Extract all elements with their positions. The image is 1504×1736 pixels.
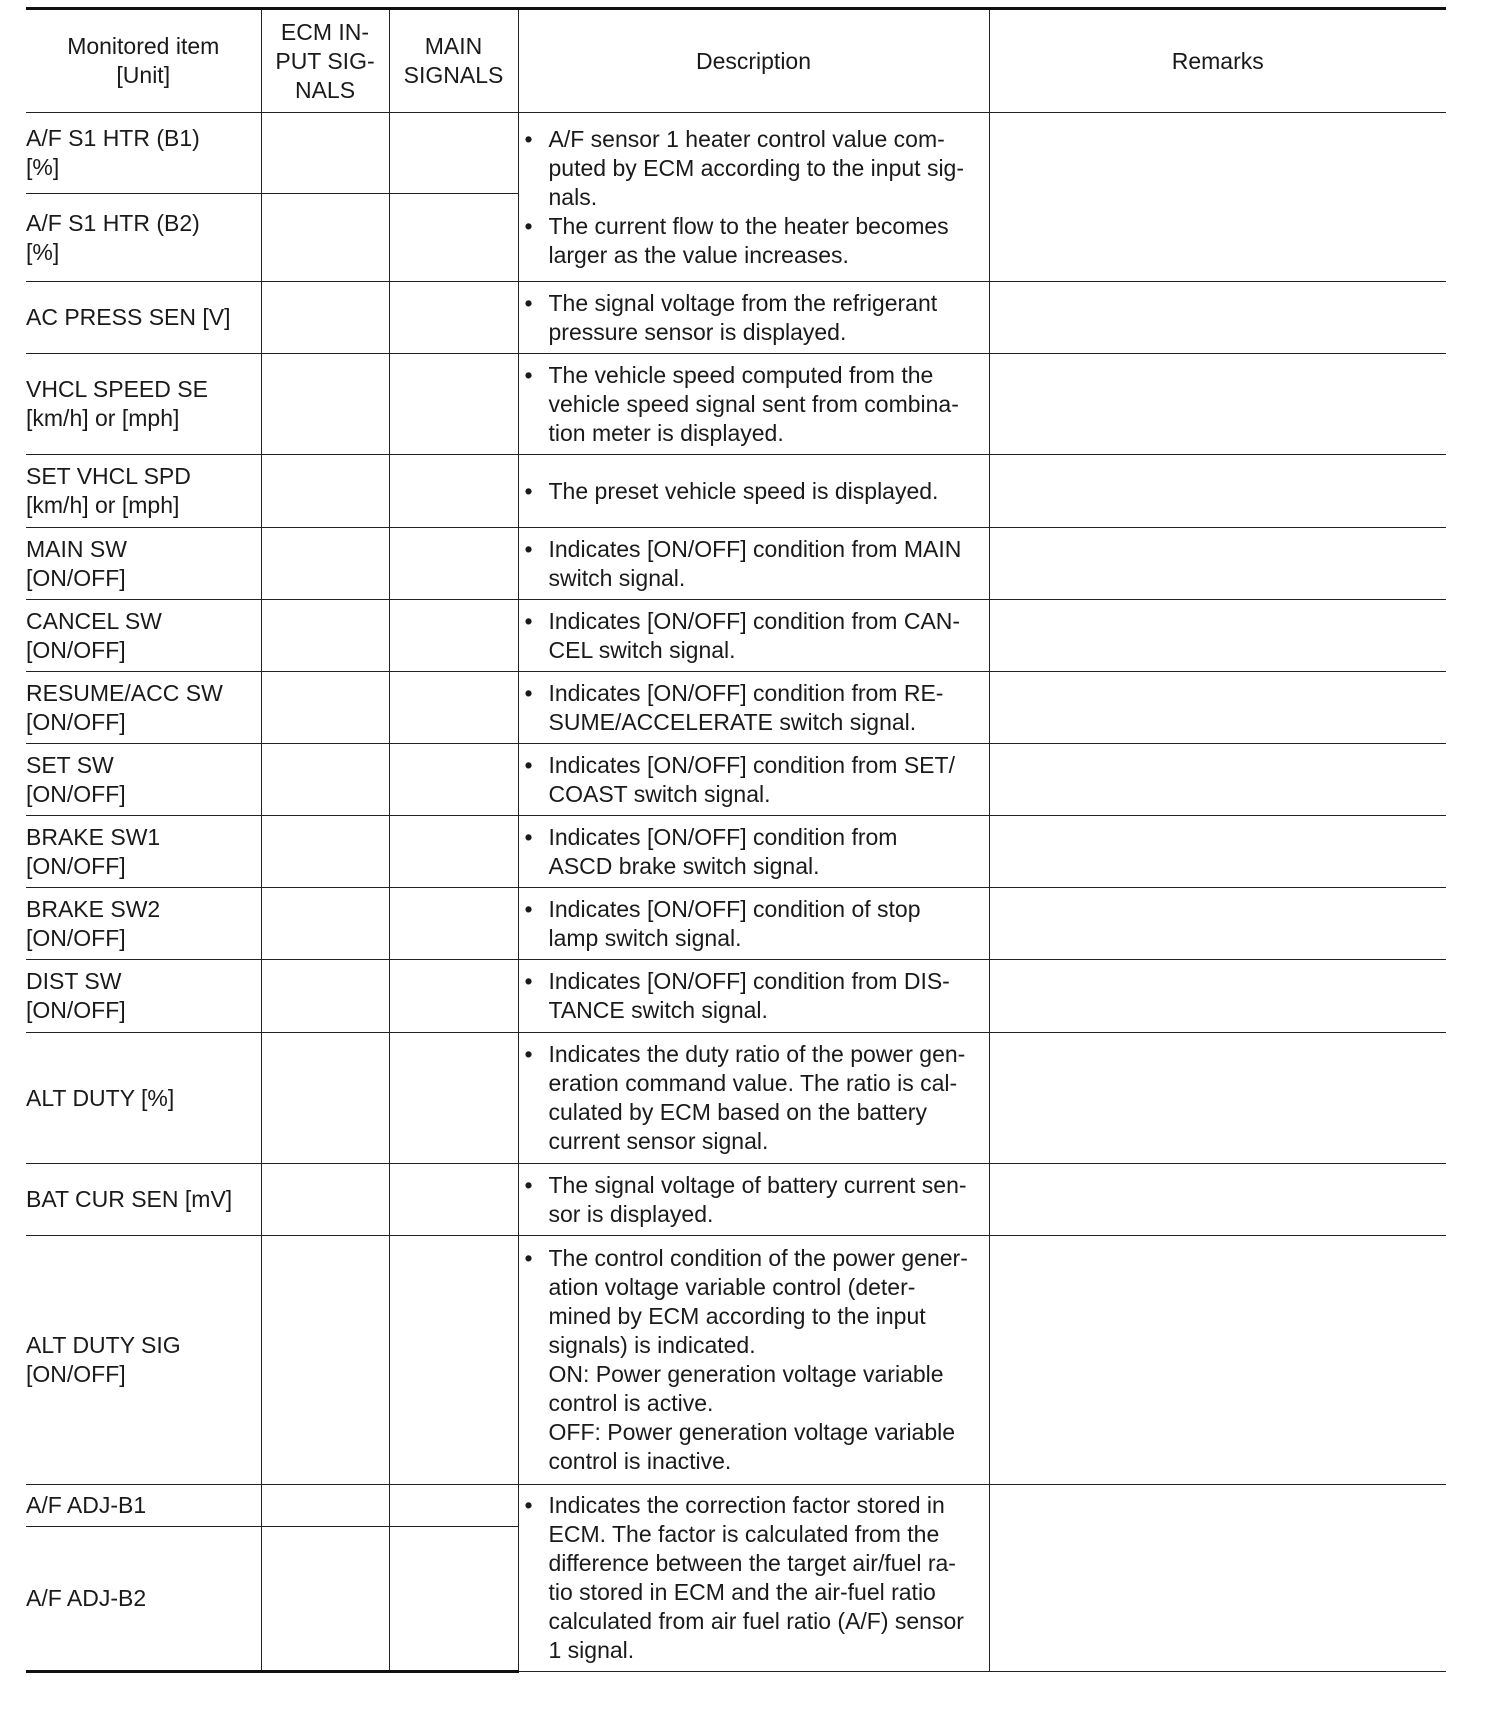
remarks-cell bbox=[989, 354, 1446, 455]
description-cell bbox=[518, 354, 989, 455]
table-row bbox=[26, 672, 1446, 744]
remarks-cell bbox=[989, 528, 1446, 600]
table-row bbox=[26, 1485, 1446, 1527]
header-main-signals: MAIN SIGNALS bbox=[389, 9, 518, 113]
item-cell: DIST SW [ON/OFF] bbox=[26, 960, 261, 1033]
description-bullet: • The signal voltage from the refrigerant pressure sensor is displayed. bbox=[519, 289, 989, 347]
main-signal-cell bbox=[389, 113, 518, 194]
remarks-cell bbox=[989, 600, 1446, 672]
item-cell: CANCEL SW [ON/OFF] bbox=[26, 600, 261, 672]
table-row bbox=[26, 744, 1446, 816]
item-cell: A/F S1 HTR (B2) [%] bbox=[26, 194, 261, 282]
remarks-cell bbox=[989, 816, 1446, 888]
main-signal-cell bbox=[389, 600, 518, 672]
ecm-input-cell bbox=[261, 1485, 389, 1527]
main-signal-cell bbox=[389, 744, 518, 816]
remarks-cell bbox=[989, 282, 1446, 354]
remarks-cell bbox=[989, 672, 1446, 744]
description-bullet: • Indicates [ON/OFF] condition from DIS- TANCE switch signal. bbox=[519, 967, 989, 1025]
ecm-input-cell bbox=[261, 888, 389, 960]
ecm-input-cell bbox=[261, 455, 389, 528]
table-row bbox=[26, 600, 1446, 672]
description-bullet: • The preset vehicle speed is displayed. bbox=[519, 477, 989, 506]
description-cell bbox=[518, 1164, 989, 1236]
ecm-input-cell bbox=[261, 1236, 389, 1485]
remarks-cell bbox=[989, 455, 1446, 528]
ecm-input-cell bbox=[261, 816, 389, 888]
ecm-input-cell bbox=[261, 1164, 389, 1236]
table-row bbox=[26, 1164, 1446, 1236]
ecm-input-cell bbox=[261, 1033, 389, 1164]
ecm-input-cell bbox=[261, 528, 389, 600]
main-signal-cell bbox=[389, 1527, 518, 1672]
table-row bbox=[26, 1033, 1446, 1164]
item-cell: ALT DUTY SIG [ON/OFF] bbox=[26, 1236, 261, 1485]
main-signal-cell bbox=[389, 194, 518, 282]
description-cell bbox=[518, 455, 989, 528]
header-remarks: Remarks bbox=[989, 9, 1446, 113]
main-signal-cell bbox=[389, 455, 518, 528]
monitor-item-table bbox=[26, 7, 1446, 1673]
item-cell: BRAKE SW2 [ON/OFF] bbox=[26, 888, 261, 960]
main-signal-cell bbox=[389, 672, 518, 744]
remarks-cell bbox=[989, 113, 1446, 282]
description-bullet: • Indicates [ON/OFF] condition from CAN- CEL switch signal. bbox=[519, 607, 989, 665]
item-cell: AC PRESS SEN [V] bbox=[26, 282, 261, 354]
description-bullet: • The signal voltage of battery current sen- sor is displayed. bbox=[519, 1171, 989, 1229]
ecm-input-cell bbox=[261, 282, 389, 354]
table-row bbox=[26, 816, 1446, 888]
ecm-input-cell bbox=[261, 1527, 389, 1672]
ecm-input-cell bbox=[261, 194, 389, 282]
main-signal-cell bbox=[389, 1485, 518, 1527]
description-cell bbox=[518, 600, 989, 672]
remarks-cell bbox=[989, 960, 1446, 1033]
description-bullet: • Indicates [ON/OFF] condition from SET/ COAST switch signal. bbox=[519, 751, 989, 809]
description-bullet: • Indicates [ON/OFF] condition from ASCD brake switch signal. bbox=[519, 823, 989, 881]
header-row bbox=[26, 9, 1446, 113]
item-cell: BAT CUR SEN [mV] bbox=[26, 1164, 261, 1236]
table-row bbox=[26, 1236, 1446, 1485]
main-signal-cell bbox=[389, 354, 518, 455]
remarks-cell bbox=[989, 1236, 1446, 1485]
description-cell bbox=[518, 744, 989, 816]
description-cell bbox=[518, 888, 989, 960]
main-signal-cell bbox=[389, 528, 518, 600]
item-cell: A/F ADJ-B2 bbox=[26, 1527, 261, 1672]
item-cell: BRAKE SW1 [ON/OFF] bbox=[26, 816, 261, 888]
remarks-cell bbox=[989, 1164, 1446, 1236]
description-cell bbox=[518, 960, 989, 1033]
item-cell: VHCL SPEED SE [km/h] or [mph] bbox=[26, 354, 261, 455]
description-bullet: • A/F sensor 1 heater control value com- puted by ECM according to the input sig- nals. bbox=[519, 125, 989, 212]
ecm-input-cell bbox=[261, 960, 389, 1033]
main-signal-cell bbox=[389, 282, 518, 354]
ecm-input-cell bbox=[261, 672, 389, 744]
description-bullet: • Indicates [ON/OFF] condition of stop lamp switch signal. bbox=[519, 895, 989, 953]
ecm-input-cell bbox=[261, 600, 389, 672]
item-cell: MAIN SW [ON/OFF] bbox=[26, 528, 261, 600]
main-signal-cell bbox=[389, 816, 518, 888]
table-row bbox=[26, 528, 1446, 600]
table-row bbox=[26, 113, 1446, 194]
item-cell: A/F S1 HTR (B1) [%] bbox=[26, 113, 261, 194]
description-bullet: • The control condition of the power gener- ation voltage variable control (deter- mined by ECM according to the input signals) is indicated. ON: Power generation voltage variable control is active. OFF: Power generation voltage variable control is inactive. bbox=[519, 1244, 989, 1476]
table-row bbox=[26, 960, 1446, 1033]
remarks-cell bbox=[989, 888, 1446, 960]
main-signal-cell bbox=[389, 960, 518, 1033]
table-row bbox=[26, 455, 1446, 528]
description-bullet: • Indicates the duty ratio of the power gen- eration command value. The ratio is cal- culated by ECM based on the battery current sensor signal. bbox=[519, 1040, 989, 1156]
description-cell bbox=[518, 1485, 989, 1672]
ecm-input-cell bbox=[261, 354, 389, 455]
table-row bbox=[26, 354, 1446, 455]
description-bullet: • Indicates [ON/OFF] condition from MAIN switch signal. bbox=[519, 535, 989, 593]
main-signal-cell bbox=[389, 1236, 518, 1485]
description-cell bbox=[518, 528, 989, 600]
description-cell bbox=[518, 1236, 989, 1485]
ecm-input-cell bbox=[261, 113, 389, 194]
description-cell bbox=[518, 816, 989, 888]
header-description: Description bbox=[518, 9, 989, 113]
table-row bbox=[26, 282, 1446, 354]
description-cell bbox=[518, 113, 989, 282]
header-monitored-item: Monitored item [Unit] bbox=[26, 9, 261, 113]
description-cell bbox=[518, 1033, 989, 1164]
description-bullet: • The current flow to the heater becomes larger as the value increases. bbox=[519, 212, 989, 270]
main-signal-cell bbox=[389, 1164, 518, 1236]
remarks-cell bbox=[989, 1033, 1446, 1164]
description-cell bbox=[518, 282, 989, 354]
description-bullet: • Indicates [ON/OFF] condition from RE- SUME/ACCELERATE switch signal. bbox=[519, 679, 989, 737]
remarks-cell bbox=[989, 1485, 1446, 1672]
item-cell: SET SW [ON/OFF] bbox=[26, 744, 261, 816]
item-cell: A/F ADJ-B1 bbox=[26, 1485, 261, 1527]
description-bullet: • The vehicle speed computed from the vehicle speed signal sent from combina- tion meter is displayed. bbox=[519, 361, 989, 448]
item-cell: ALT DUTY [%] bbox=[26, 1033, 261, 1164]
ecm-input-cell bbox=[261, 744, 389, 816]
remarks-cell bbox=[989, 744, 1446, 816]
description-bullet: • Indicates the correction factor stored in ECM. The factor is calculated from the difference between the target air/fuel ra- tio stored in ECM and the air-fuel ratio calculated from air fuel ratio (A/F) sensor 1 signal. bbox=[519, 1491, 989, 1665]
item-cell: SET VHCL SPD [km/h] or [mph] bbox=[26, 455, 261, 528]
description-cell bbox=[518, 672, 989, 744]
header-ecm-input-signals: ECM IN- PUT SIG- NALS bbox=[261, 9, 389, 113]
table-row bbox=[26, 888, 1446, 960]
main-signal-cell bbox=[389, 1033, 518, 1164]
item-cell: RESUME/ACC SW [ON/OFF] bbox=[26, 672, 261, 744]
main-signal-cell bbox=[389, 888, 518, 960]
